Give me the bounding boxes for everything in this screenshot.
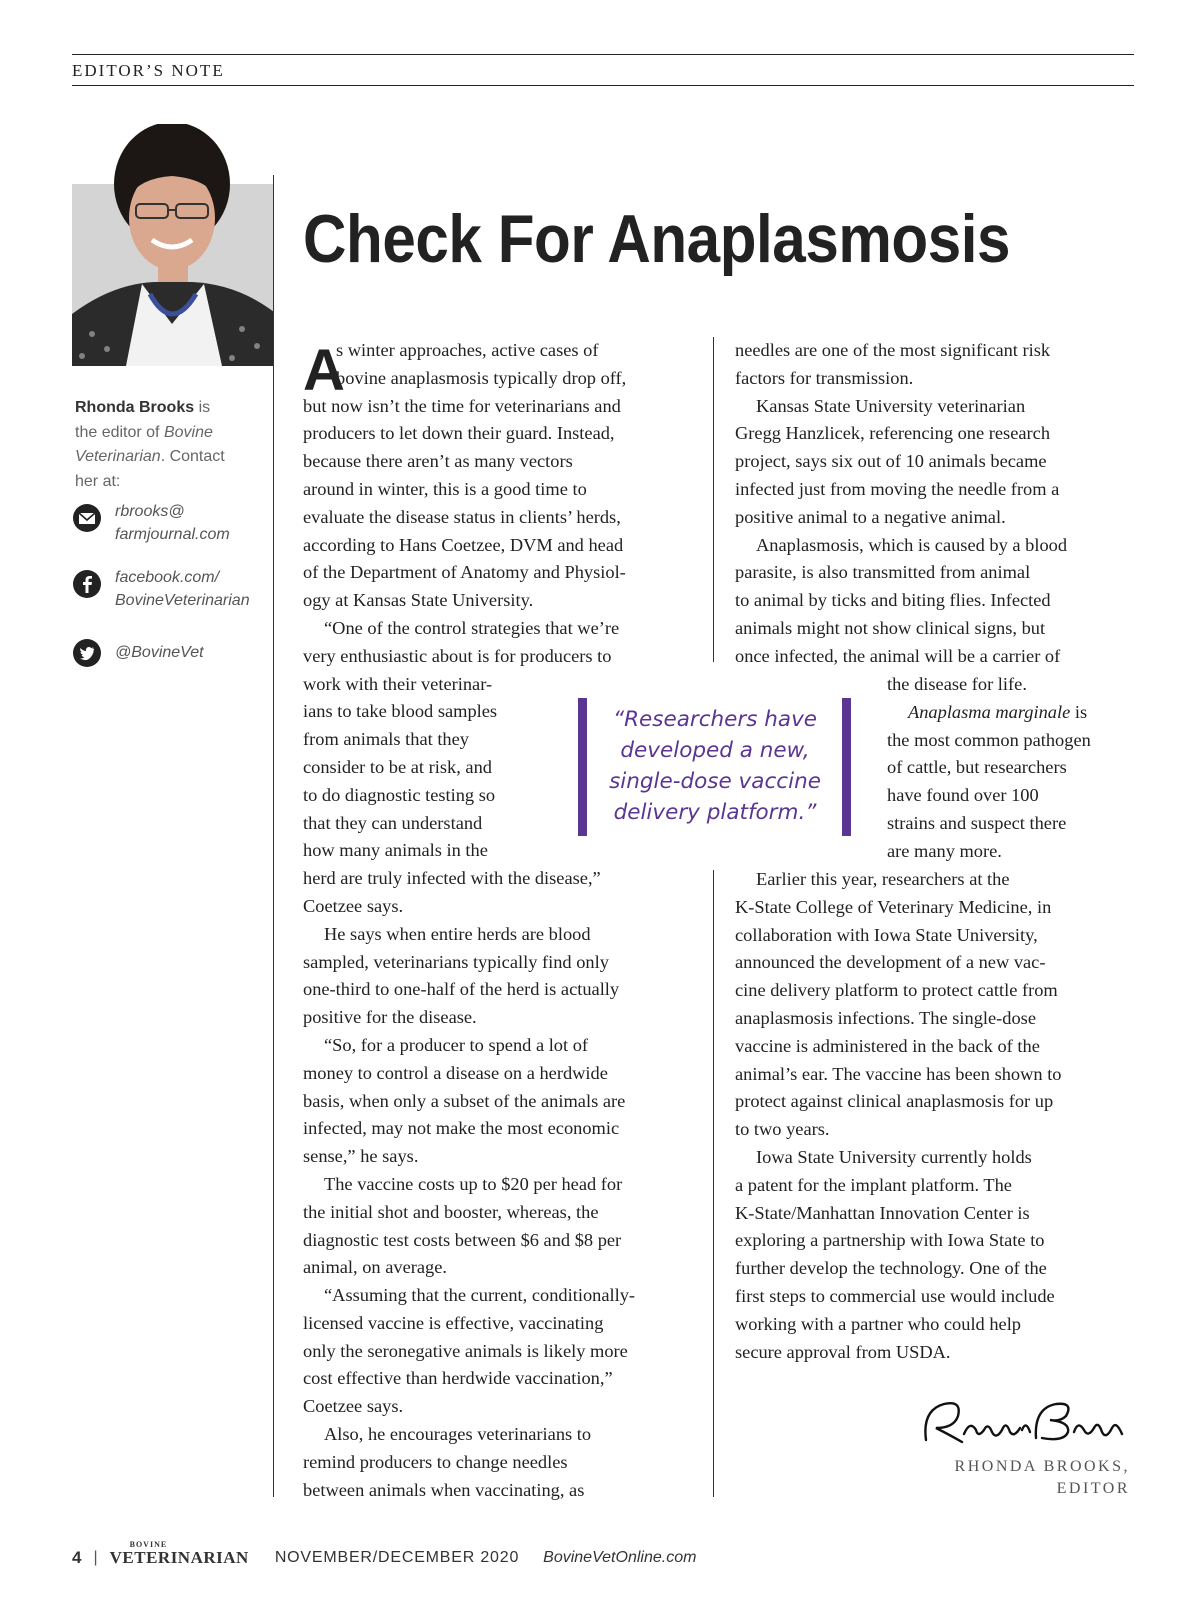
- text-line: money to control a disease on a herdwide: [303, 1062, 608, 1083]
- text-line: cost effective than herdwide vaccination,”: [303, 1368, 613, 1389]
- text-line: to two years.: [735, 1119, 830, 1140]
- text-line: but now isn’t the time for veterinarians and: [303, 395, 621, 416]
- text-line: diagnostic test costs between $6 and $8 per: [303, 1229, 622, 1250]
- twitter-handle: @BovineVet: [115, 644, 204, 661]
- text-line: very enthusiastic about is for producers to: [303, 645, 612, 666]
- text-line: s winter approaches, active cases of: [336, 340, 599, 360]
- text-line: positive animal to a negative animal.: [735, 506, 1006, 527]
- website-link[interactable]: BovineVetOnline.com: [543, 1549, 697, 1566]
- text-line: “One of the control strategies that we’re: [324, 617, 620, 638]
- text-line: further develop the technology. One of the: [735, 1258, 1047, 1279]
- text-fragment: is: [1074, 701, 1088, 722]
- text-line: the most common pathogen: [887, 729, 1091, 750]
- article-column-2-bottom: [735, 866, 1062, 1366]
- text-line: positive for the disease.: [303, 1007, 477, 1028]
- text-line: announced the development of a new vac-: [735, 952, 1046, 973]
- text-line: K-State College of Veterinary Medicine, in: [735, 896, 1052, 917]
- logo-text: VETERINARIAN: [109, 1548, 249, 1567]
- article-title: Check For Anaplasmosis: [303, 201, 1011, 277]
- text-line: exploring a partnership with Iowa State to: [735, 1230, 1045, 1251]
- bio-text: her at:: [75, 472, 121, 490]
- text-line: infected just from moving the needle from a: [735, 478, 1060, 499]
- column-divider-top: [713, 337, 714, 662]
- text-line: animals might not show clinical signs, but: [735, 617, 1046, 638]
- pull-quote-line: single-dose vaccine: [609, 769, 821, 794]
- text-line: basis, when only a subset of the animals are: [303, 1090, 626, 1111]
- text-line: ogy at Kansas State University.: [303, 590, 534, 611]
- bio-text: the editor of: [75, 423, 164, 441]
- pull-quote-bar-right: [842, 698, 851, 836]
- signer-role: EDITOR: [1056, 1480, 1130, 1497]
- text-line: Also, he encourages veterinarians to: [324, 1424, 592, 1445]
- text-line: Earlier this year, researchers at the: [756, 869, 1010, 889]
- header-bottom-rule: [72, 85, 1134, 86]
- twitter-icon: [73, 639, 101, 667]
- text-line: project, says six out of 10 animals became: [735, 451, 1047, 472]
- text-line: to animal by ticks and biting flies. Infected: [735, 590, 1051, 611]
- text-line: Coetzee says.: [303, 1396, 404, 1417]
- text-line: animal’s ear. The vaccine has been shown to: [735, 1063, 1062, 1084]
- article-column-1: [303, 337, 635, 1504]
- text-line: sense,” he says.: [303, 1146, 419, 1167]
- text-line: evaluate the disease status in clients’ herds,: [303, 506, 621, 527]
- facebook-icon: [73, 570, 101, 598]
- signer-name: RHONDA BROOKS,: [954, 1458, 1130, 1475]
- pull-quote-bar-left: [578, 698, 587, 836]
- text-line: “So, for a producer to spend a lot of: [324, 1034, 589, 1055]
- article-column-2: [735, 337, 1067, 671]
- text-line: secure approval from USDA.: [735, 1341, 951, 1362]
- text-line: how many animals in the: [303, 840, 488, 861]
- text-line: The vaccine costs up to $20 per head for: [324, 1173, 623, 1194]
- publication-name: Veterinarian: [75, 448, 161, 465]
- text-line: Gregg Hanzlicek, referencing one research: [735, 423, 1051, 444]
- text-line: have found over 100: [887, 785, 1039, 806]
- text-line: work with their veterinar-: [303, 673, 493, 694]
- email-line: rbrooks@: [115, 503, 185, 520]
- text-line: the initial shot and booster, whereas, the: [303, 1201, 599, 1222]
- pull-quote: [592, 704, 838, 828]
- text-line: that they can understand: [303, 812, 483, 833]
- header-top-rule: [72, 54, 1134, 55]
- article-column-2-wrap: [887, 671, 1091, 866]
- text-line: strains and suspect there: [887, 812, 1067, 833]
- publication-name: Bovine: [163, 423, 213, 441]
- magazine-logo: [109, 1540, 249, 1568]
- text-line: of the Department of Anatomy and Physiol-: [303, 562, 626, 583]
- text-line: producers to let down their guard. Instead,: [303, 423, 615, 444]
- text-line: protect against clinical anaplasmosis for up: [735, 1091, 1054, 1112]
- text-line: of cattle, but researchers: [887, 757, 1067, 778]
- envelope-icon: [73, 504, 101, 532]
- text-line: anaplasmosis infections. The single-dose: [735, 1007, 1037, 1028]
- logo-small-text: BOVINE: [129, 1540, 168, 1549]
- facebook-line: BovineVeterinarian: [115, 592, 250, 609]
- text-line: animal, on average.: [303, 1257, 447, 1278]
- text-line: vaccine is administered in the back of the: [735, 1035, 1040, 1056]
- text-line: factors for transmission.: [735, 367, 914, 388]
- pull-quote-line: developed a new,: [620, 738, 810, 763]
- text-line: first steps to commercial use would include: [735, 1285, 1055, 1306]
- text-line: between animals when vaccinating, as: [303, 1479, 585, 1500]
- editor-photo: [72, 124, 274, 366]
- text-line: around in winter, this is a good time to: [303, 478, 587, 499]
- text-line: needles are one of the most significant risk: [735, 340, 1051, 360]
- text-line: consider to be at risk, and: [303, 756, 492, 777]
- text-line: once infected, the animal will be a carrier of: [735, 645, 1061, 666]
- signature: [918, 1390, 1130, 1454]
- bio-text: is: [194, 399, 211, 416]
- text-line: sampled, veterinarians typically find only: [303, 951, 609, 972]
- drop-cap: A: [303, 338, 345, 403]
- text-line: infected, may not make the most economic: [303, 1118, 620, 1139]
- text-line: are many more.: [887, 840, 1002, 861]
- text-line: remind producers to change needles: [303, 1451, 568, 1472]
- pull-quote-line: delivery platform.”: [613, 800, 817, 825]
- text-line: Iowa State University currently holds: [756, 1146, 1032, 1167]
- text-line: working with a partner who could help: [735, 1313, 1022, 1334]
- text-line: from animals that they: [303, 729, 469, 750]
- text-line: “Assuming that the current, conditionally-: [324, 1285, 636, 1306]
- section-label: EDITOR’S NOTE: [72, 61, 225, 80]
- text-line: K-State/Manhattan Innovation Center is: [735, 1202, 1030, 1223]
- text-line: Anaplasmosis, which is caused by a blood: [756, 534, 1068, 555]
- column-divider-bottom: [713, 870, 714, 1497]
- facebook-line: facebook.com/: [115, 569, 220, 586]
- page-footer: [72, 1540, 697, 1568]
- text-line: cine delivery platform to protect cattle from: [735, 980, 1058, 1001]
- issue-date: NOVEMBER/DECEMBER 2020: [274, 1549, 520, 1566]
- signer-block: [920, 1456, 1130, 1500]
- text-line: Coetzee says.: [303, 895, 404, 916]
- text-line: to do diagnostic testing so: [303, 784, 496, 805]
- text-line: [887, 699, 1091, 727]
- email-line: farmjournal.com: [115, 526, 230, 543]
- text-line: He says when entire herds are blood: [324, 923, 591, 944]
- bio-text: . Contact: [160, 448, 225, 465]
- editor-name: Rhonda Brooks: [75, 399, 195, 416]
- sidebar-divider: [273, 175, 274, 1497]
- text-line: herd are truly infected with the disease,”: [303, 868, 601, 889]
- text-line: one-third to one-half of the herd is actually: [303, 979, 620, 1000]
- text-line: collaboration with Iowa State University,: [735, 924, 1038, 945]
- pathogen-name: Anaplasma marginale: [908, 701, 1071, 722]
- text-line: according to Hans Coetzee, DVM and head: [303, 534, 624, 555]
- text-line: parasite, is also transmitted from animal: [735, 562, 1031, 583]
- editor-bio: [75, 396, 275, 494]
- text-line: the disease for life.: [887, 674, 1027, 694]
- footer-separator: |: [93, 1549, 98, 1566]
- text-line: because there aren’t as many vectors: [303, 451, 573, 472]
- page-number: 4: [72, 1548, 82, 1567]
- text-line: a patent for the implant platform. The: [735, 1174, 1012, 1195]
- text-line: ians to take blood samples: [303, 701, 498, 722]
- text-line: Kansas State University veterinarian: [756, 395, 1026, 416]
- pull-quote-line: “Researchers have: [612, 707, 818, 732]
- text-line: licensed vaccine is effective, vaccinating: [303, 1312, 604, 1333]
- text-line: bovine anaplasmosis typically drop off,: [336, 367, 627, 388]
- text-line: only the seronegative animals is likely more: [303, 1340, 628, 1361]
